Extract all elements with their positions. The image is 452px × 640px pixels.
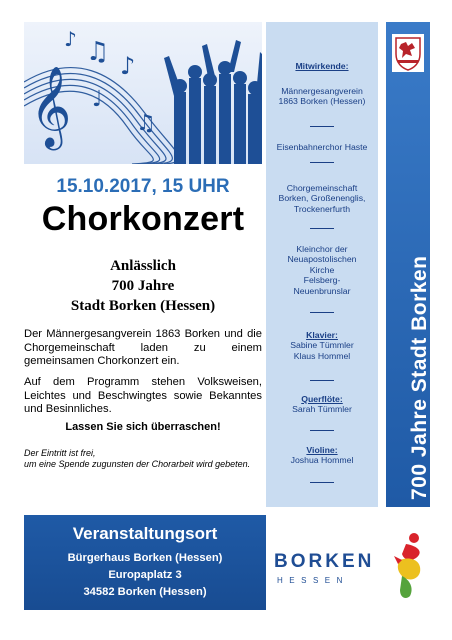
performer-group [266,86,378,107]
performer-line: Eisenbahnerchor Haste [276,142,368,152]
occasion-line: Stadt Borken (Hessen) [70,298,216,314]
separator [310,380,334,381]
venue-line: Europaplatz 3 [108,569,182,581]
occasion-block [24,256,262,316]
invitation-paragraph: Der Männergesangverein 1863 Borken und die Chorgemeinschaft laden zu einem gemeinsamen Chorkonzert ein. [24,328,262,368]
instrument-label: Violine: [306,445,338,455]
performer-group [266,183,378,214]
music-choir-illustration [24,22,262,164]
performer-line: Borken, Großenenglis, [278,193,366,204]
musician-name: Sarah Tümmler [292,404,352,415]
instrument-label: Klavier: [306,330,338,340]
performer-group [266,142,378,152]
musician-name: Joshua Hommel [290,455,354,466]
instrument-label: Querflöte: [301,394,343,404]
admission-note [24,448,262,470]
program-paragraph: Auf dem Programm stehen Volksweisen, Leichtes und Beschwingtes sowie Bekanntes und Besinnliches. [24,376,262,416]
musician-name: Sabine Tümmler [290,340,354,351]
svg-text:♫: ♫ [136,111,156,136]
instrument-group [266,394,378,415]
borken-logo-text: BORKEN [274,551,375,572]
venue-line: Bürgerhaus Borken (Hessen) [67,552,223,564]
note-line: um eine Spende zugunsten der Chorarbeit wird gebeten. [24,459,251,469]
svg-text:♫: ♫ [86,37,110,67]
tagline: Lassen Sie sich überraschen! [65,421,221,433]
separator [310,430,334,431]
instrument-group [266,330,378,361]
musician-name: Klaus Hommel [293,350,351,361]
separator [310,126,334,127]
separator [310,228,334,229]
performers-heading: Mitwirkende: [295,61,349,71]
event-date: 15.10.2017, 15 UHR [56,176,230,197]
note-line: Der Eintritt ist frei, [24,448,96,458]
performer-line: Chorgemeinschaft [286,183,358,193]
occasion-line: 700 Jahre [111,278,175,294]
svg-text:♩: ♩ [92,87,103,112]
figure-logo-icon [392,530,428,600]
choir-hero-image [24,22,262,164]
performer-group [266,244,378,296]
performer-line: Neuenbrunslar [293,285,351,296]
hessen-logo-text: HESSEN [277,576,349,585]
separator [310,482,334,483]
treble-clef-icon: 𝄞 [30,65,72,147]
performer-line: Kirche [309,264,335,275]
performer-line: Trockenerfurth [293,203,351,214]
occasion-line: Anlässlich [110,258,176,274]
performer-line: Neuapostolischen [287,254,357,265]
choir-silhouette-icon [164,40,262,164]
performer-line: Männergesangverein [281,86,363,96]
performer-line: 1863 Borken (Hessen) [278,96,366,107]
vertical-title: 700 Jahre Stadt Borken [408,255,431,500]
city-crest-icon [392,34,424,72]
svg-text:♪: ♪ [64,27,77,51]
performer-line: Kleinchor der [296,244,348,254]
svg-text:♪: ♪ [120,52,136,80]
instrument-group [266,445,378,466]
venue-heading: Veranstaltungsort [72,524,218,543]
separator [310,312,334,313]
performer-line: Felsberg- [303,275,341,286]
separator [310,162,334,163]
event-title: Chorkonzert [41,200,245,238]
venue-line: 34582 Borken (Hessen) [83,586,207,598]
